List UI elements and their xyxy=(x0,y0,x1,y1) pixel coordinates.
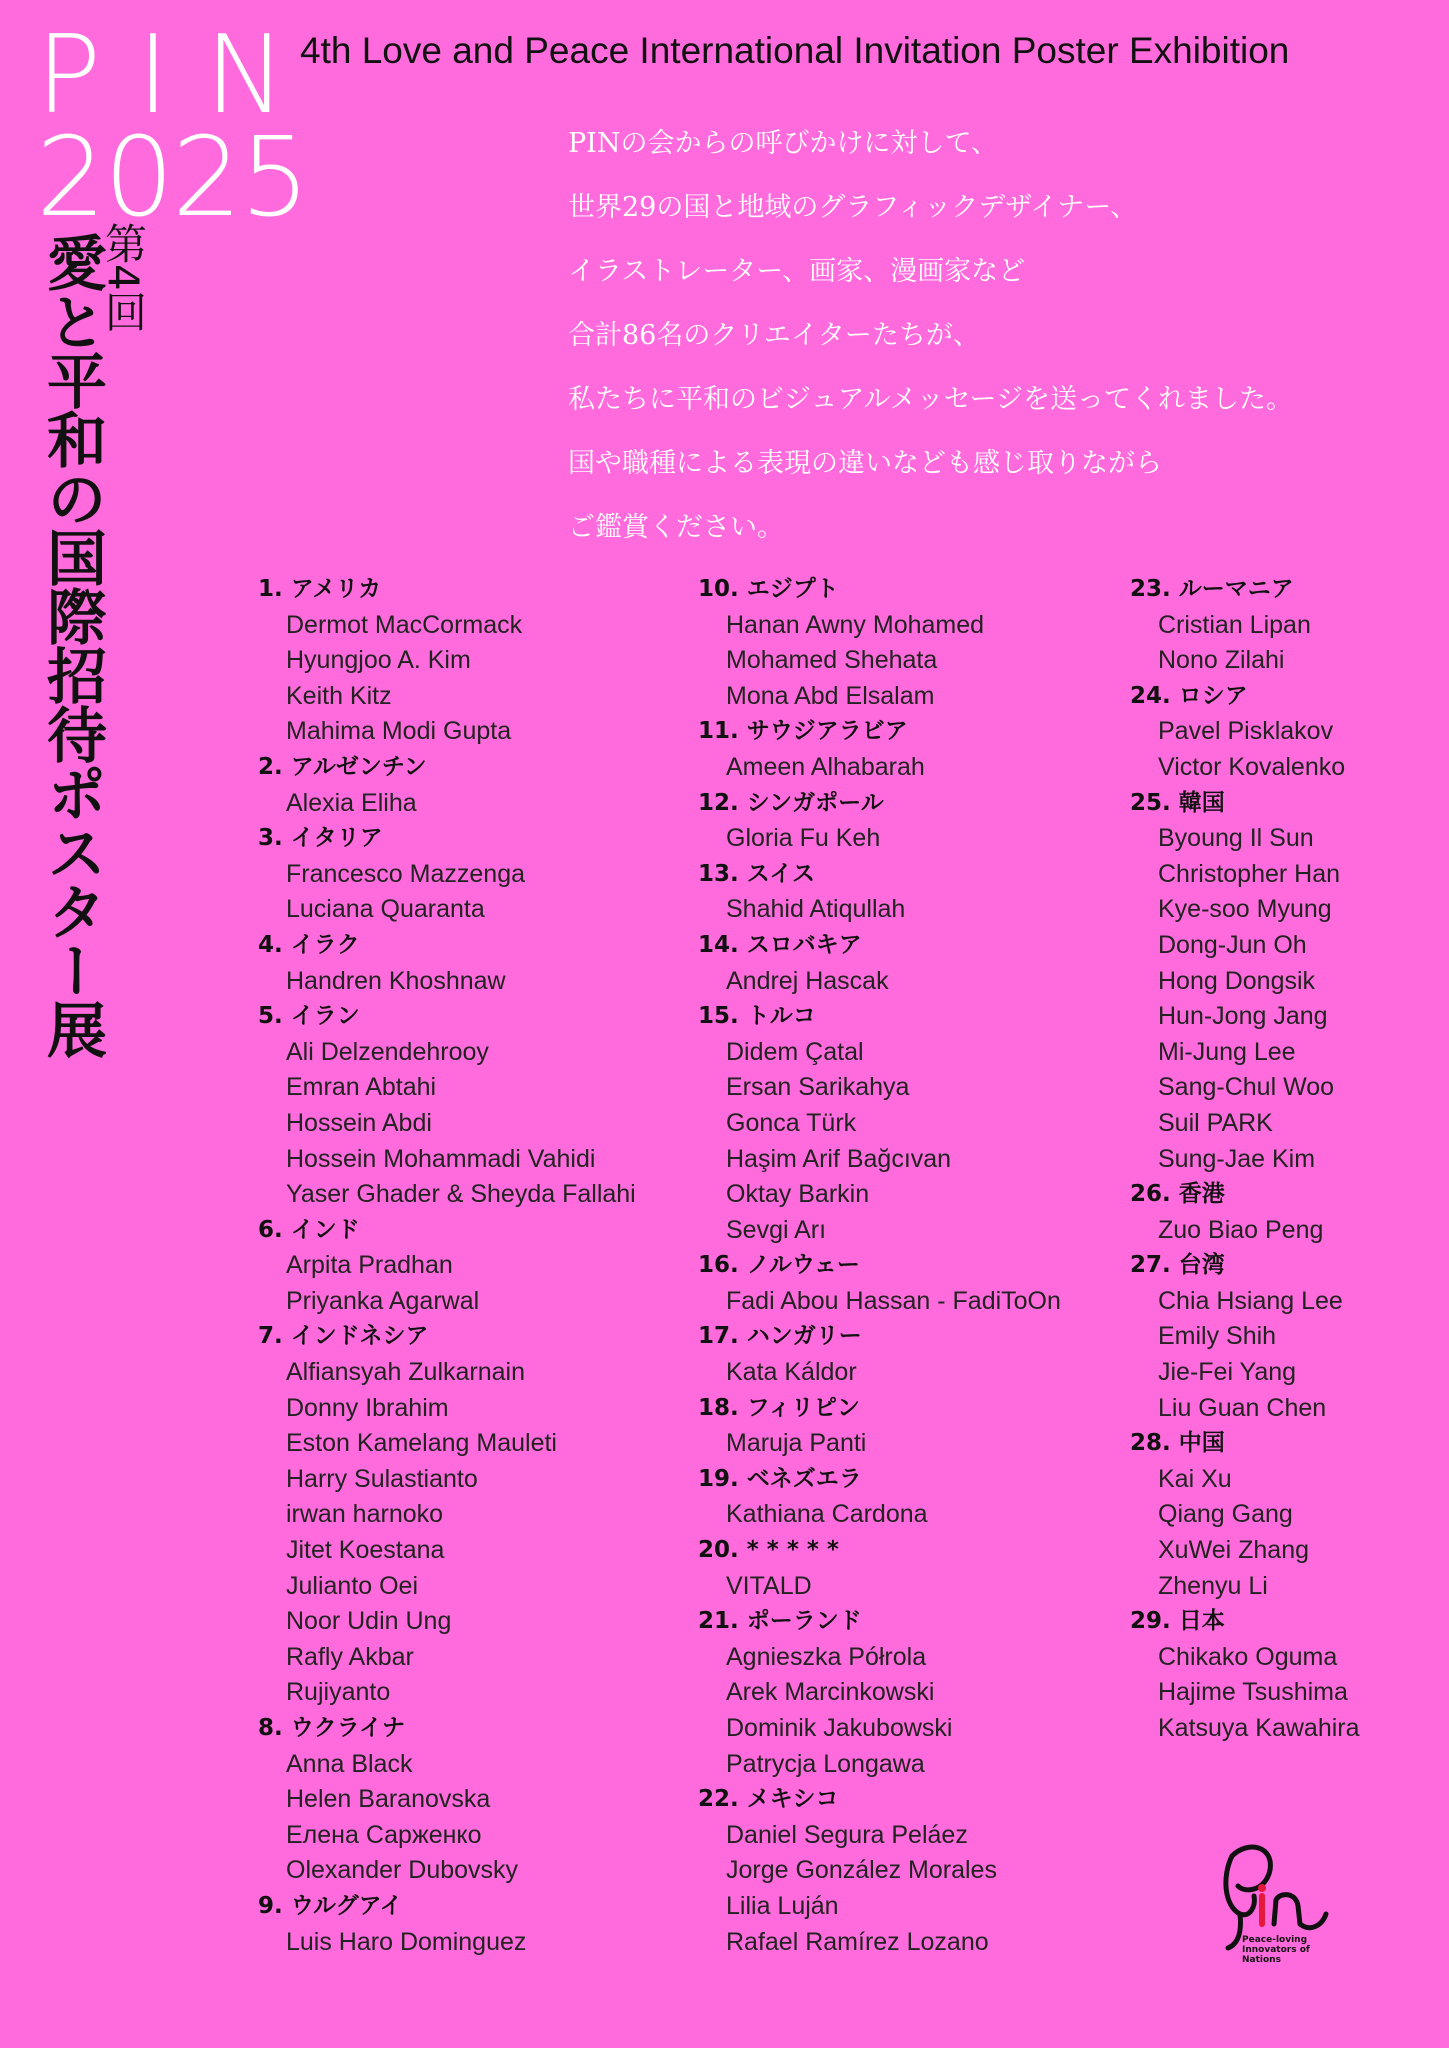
country-heading: 13. スイス xyxy=(698,860,816,887)
artist-name: Shahid Atiqullah xyxy=(726,895,906,924)
country-heading: 9. ウルグアイ xyxy=(258,1892,403,1919)
artist-name: Daniel Segura Peláez xyxy=(726,1820,968,1849)
artist-name: Haşim Arif Bağcıvan xyxy=(726,1144,952,1173)
artist-name: Nono Zilahi xyxy=(1158,646,1285,675)
country-heading: 23. ルーマニア xyxy=(1130,576,1294,602)
artist-name: Rafael Ramírez Lozano xyxy=(726,1927,989,1956)
pin-logo-mark xyxy=(1218,1836,1338,1966)
artist-name: Victor Kovalenko xyxy=(1158,752,1346,781)
artist-name: Arek Marcinkowski xyxy=(726,1678,935,1707)
artist-name: Zhenyu Li xyxy=(1158,1571,1268,1600)
pin-letters: PIN xyxy=(36,13,322,138)
artist-name: VITALD xyxy=(726,1571,812,1600)
intro-line: 国や職種による表現の違いなども感じ取りながら xyxy=(568,448,1162,479)
country-heading: 5. イラン xyxy=(258,1003,360,1030)
jp-edition: 第4回 xyxy=(99,222,148,333)
country-heading: 26. 香港 xyxy=(1130,1181,1225,1208)
intro-line: 私たちに平和のビジュアルメッセージを送ってくれました。 xyxy=(568,384,1293,415)
country-heading: 8. ウクライナ xyxy=(258,1715,406,1741)
artist-column-1 xyxy=(258,572,636,1960)
artist-name: Yaser Ghader & Sheyda Fallahi xyxy=(286,1180,636,1209)
country-heading: 3. イタリア xyxy=(258,825,383,852)
country-heading: 12. シンガポール xyxy=(698,789,884,816)
artist-name: Chikako Oguma xyxy=(1158,1642,1338,1671)
artist-name: Christopher Han xyxy=(1158,859,1341,888)
artist-name: Priyanka Agarwal xyxy=(286,1286,480,1315)
artist-name: Lilia Luján xyxy=(726,1891,839,1920)
artist-name: Sung-Jae Kim xyxy=(1158,1144,1316,1173)
intro-line: 合計86名のクリエイターたちが、 xyxy=(568,320,980,351)
logo-text-line: Peace-loving xyxy=(1242,1935,1308,1945)
artist-name: Helen Baranovska xyxy=(286,1785,491,1814)
artist-name: Luciana Quaranta xyxy=(286,895,485,924)
country-heading: 10. エジプト xyxy=(698,576,839,602)
country-heading: 27. 台湾 xyxy=(1130,1252,1225,1279)
artist-name: Zuo Biao Peng xyxy=(1158,1215,1324,1244)
country-heading: 6. インド xyxy=(258,1216,360,1243)
country-heading: 7. インドネシア xyxy=(258,1323,429,1350)
artist-name: Noor Udin Ung xyxy=(286,1607,452,1636)
country-heading: 15. トルコ xyxy=(698,1003,816,1030)
country-heading: 1. アメリカ xyxy=(258,576,382,602)
artist-name: Emily Shih xyxy=(1158,1322,1277,1351)
artist-name: Olexander Dubovsky xyxy=(286,1856,519,1885)
artist-name: Ali Delzendehrooy xyxy=(286,1037,489,1066)
artist-name: irwan harnoko xyxy=(286,1500,444,1529)
country-heading: 29. 日本 xyxy=(1130,1608,1225,1635)
artist-name: Byoung Il Sun xyxy=(1158,824,1314,853)
artist-name: Dermot MacCormack xyxy=(286,610,523,639)
artist-name: Patrycja Longawa xyxy=(726,1749,925,1778)
artist-name: Agnieszka Półrola xyxy=(726,1642,927,1671)
artist-name: Kata Káldor xyxy=(726,1358,857,1387)
artist-name: Mahima Modi Gupta xyxy=(286,717,512,746)
artist-name: Mona Abd Elsalam xyxy=(726,681,935,710)
intro-text xyxy=(568,112,1293,560)
country-heading: 22. メキシコ xyxy=(698,1786,839,1813)
artist-name: Arpita Pradhan xyxy=(286,1251,453,1280)
intro-line: イラストレーター、画家、漫画家など xyxy=(568,256,1026,287)
artist-name: Cristian Lipan xyxy=(1158,610,1311,639)
intro-line: PINの会からの呼びかけに対して、 xyxy=(568,128,998,159)
artist-name: Hossein Abdi xyxy=(286,1108,432,1137)
artist-name: Hossein Mohammadi Vahidi xyxy=(286,1144,596,1173)
artist-name: Dong-Jun Oh xyxy=(1158,930,1307,959)
artist-column-3 xyxy=(1130,572,1360,1747)
pin-year: 2025 xyxy=(36,113,308,241)
artist-name: Hajime Tsushima xyxy=(1158,1678,1348,1707)
artist-name: Katsuya Kawahira xyxy=(1158,1714,1360,1742)
japanese-vertical-title xyxy=(37,222,148,1058)
artist-name: Hyungjoo A. Kim xyxy=(286,646,471,675)
artist-name: Pavel Pisklakov xyxy=(1158,717,1334,746)
logo-text-line: Innovators of xyxy=(1242,1945,1310,1955)
artist-name: Donny Ibrahim xyxy=(286,1393,449,1422)
jp-title: 愛と平和の国際招待ポスター展 xyxy=(37,232,107,1058)
country-heading: 20. * * * * * xyxy=(698,1537,839,1564)
artist-name: Jie-Fei Yang xyxy=(1158,1358,1297,1387)
artist-name: Qiang Gang xyxy=(1158,1500,1293,1529)
country-heading: 19. ベネズエラ xyxy=(698,1465,862,1492)
artist-name: Hanan Awny Mohamed xyxy=(726,610,985,639)
country-heading: 25. 韓国 xyxy=(1130,789,1225,816)
artist-name: Sang-Chul Woo xyxy=(1158,1073,1335,1102)
artist-name: Mohamed Shehata xyxy=(726,646,938,675)
country-heading: 17. ハンガリー xyxy=(698,1323,862,1350)
artist-name: Harry Sulastianto xyxy=(286,1464,478,1493)
artist-name: Keith Kitz xyxy=(286,681,392,710)
pin-2025-title xyxy=(36,13,322,241)
artist-name: Jitet Koestana xyxy=(286,1536,445,1565)
artist-name: Ameen Alhabarah xyxy=(726,752,925,781)
artist-name: Andrej Hascak xyxy=(726,966,889,995)
artist-name: Hong Dongsik xyxy=(1158,966,1316,995)
artist-name: Alexia Eliha xyxy=(286,788,417,817)
artist-name: Gloria Fu Keh xyxy=(726,824,881,853)
country-heading: 11. サウジアラビア xyxy=(698,718,908,745)
artist-name: Chia Hsiang Lee xyxy=(1158,1286,1343,1315)
country-heading: 2. アルゼンチン xyxy=(258,753,427,780)
artist-name: Mi-Jung Lee xyxy=(1158,1037,1296,1066)
country-heading: 18. フィリピン xyxy=(698,1394,860,1421)
artist-name: Eston Kamelang Mauleti xyxy=(286,1429,557,1458)
pin-logo xyxy=(1218,1836,1338,1966)
artist-name: Maruja Panti xyxy=(726,1429,867,1458)
artist-name: XuWei Zhang xyxy=(1158,1536,1310,1565)
artist-name: Emran Abtahi xyxy=(286,1073,437,1102)
artist-name: Gonca Türk xyxy=(726,1108,857,1137)
artist-name: Rujiyanto xyxy=(286,1678,391,1707)
artist-name: Handren Khoshnaw xyxy=(286,966,506,995)
artist-name: Anna Black xyxy=(286,1749,413,1778)
artist-name: Oktay Barkin xyxy=(726,1180,870,1209)
artist-name: Liu Guan Chen xyxy=(1158,1393,1327,1422)
country-heading: 14. スロバキア xyxy=(698,931,862,958)
artist-name: Sevgi Arı xyxy=(726,1215,827,1244)
english-title: 4th Love and Peace International Invitation Poster Exhibition xyxy=(300,30,1290,71)
artist-name: Dominik Jakubowski xyxy=(726,1714,953,1742)
artist-name: Jorge González Morales xyxy=(726,1856,997,1885)
country-heading: 16. ノルウェー xyxy=(698,1252,860,1279)
intro-line: ご鑑賞ください。 xyxy=(568,512,784,543)
artist-name: Kye-soo Myung xyxy=(1158,895,1332,924)
artist-name: Didem Çatal xyxy=(726,1037,864,1066)
artist-name: Julianto Oei xyxy=(286,1571,419,1600)
artist-name: Kai Xu xyxy=(1158,1464,1232,1493)
intro-line: 世界29の国と地域のグラフィックデザイナー、 xyxy=(568,192,1138,223)
artist-name: Ersan Sarikahya xyxy=(726,1073,910,1102)
artist-name: Hun-Jong Jang xyxy=(1158,1002,1328,1031)
artist-name: Fadi Abou Hassan - FadiToOn xyxy=(726,1286,1061,1315)
artist-column-2 xyxy=(698,572,1061,1960)
artist-name: Rafly Akbar xyxy=(286,1642,414,1671)
country-heading: 28. 中国 xyxy=(1130,1430,1225,1457)
country-heading: 21. ポーランド xyxy=(698,1608,862,1635)
logo-text-line: Nations xyxy=(1242,1955,1281,1965)
artist-name: Luis Haro Dominguez xyxy=(286,1927,527,1956)
country-heading: 24. ロシア xyxy=(1130,682,1248,709)
artist-name: Alfiansyah Zulkarnain xyxy=(286,1358,526,1387)
artist-name: Francesco Mazzenga xyxy=(286,859,526,888)
country-heading: 4. イラク xyxy=(258,931,360,958)
artist-name: Елена Сарженко xyxy=(286,1820,482,1849)
artist-name: Suil PARK xyxy=(1158,1108,1273,1137)
artist-name: Kathiana Cardona xyxy=(726,1500,928,1529)
